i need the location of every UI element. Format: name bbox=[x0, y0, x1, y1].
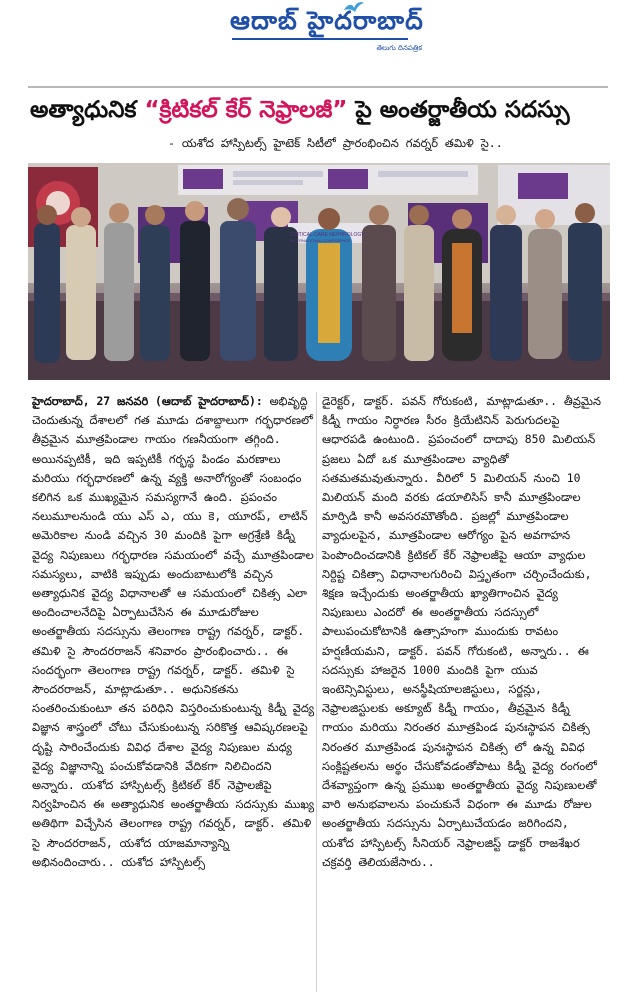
photo-banner-text: CRITICAL CARE NEPHROLOGY bbox=[290, 232, 365, 238]
masthead-underline bbox=[232, 38, 408, 40]
masthead-tagline: తెలుగు దినపత్రిక bbox=[376, 44, 422, 52]
headline-highlight: “క్రిటికల్ కేర్ నెఫ్రాలజీ” bbox=[144, 97, 348, 123]
masthead-title: ఆదాబ్ హైదరాబాద్ bbox=[230, 6, 424, 35]
article-dateline: హైదరాబాద్, 27 జనవరి (ఆదాబ్ హైదరాబాద్): bbox=[32, 394, 263, 408]
article-body-right: డైరెక్టర్, డాక్టర్. పవన్ గోరుకంటి, మాట్లాడుతూ.. తీవ్రమైన కిడ్నీ గాయం నిర్ధారణ సీరం క్రియేటినిన్ పెరుగుదలపై ఆధారపడి ఉంటుంది. ప్రపంచంలో దాదాపు 850 మిలియన్ ప్రజలు ఏదో ఒక మూత్రపిండాల వ్యాధితో సతమతమవుతున్నారు. వీరిలో 5 మిలియన్ నుంచి 10 మిలియన్ మంది వరకు డయాలిసిస్ కానీ మూత్రపిండాల మార్పిడి కానీ అవసరమౌతోంది. ప్రజల్లో మూత్రపిండాల వ్యాధులపైన, మూత్రపిండాల ఆరోగ్యం పైన అవగాహన పెంపొందించడానికి క్రిటికల్ కేర్ నెఫ్రాలజీపై ఆయా వ్యాధుల నిర్దిష్ట చికిత్సా విధానాలగురించి విస్తృతంగా చర్చించేందుకు, శిక్షణ ఇచ్చేందుకు అంతర్జాతీయ ఖ్యాతిగాంచిన వైద్య నిపుణులు ఎందరో ఈ అంతర్జాతీయ సదస్సులో పాలుపంచుకోటానికి ఉత్సాహంగా ముందుకు రావటం హర్షణీయమని, డాక్టర్. పవన్ గోరుకంటి, అన్నారు.. ఈ సదస్సుకు హాజరైన 1000 మందికి పైగా యువ ఇంటెన్సివిస్టులు, అనస్థీషియాలజిస్టులు, సర్జన్లు, నెఫ్రాలజిస్టులకు అక్యూట్ కిడ్నీ గాయం, తీవ్రమైన కిడ్నీ గాయం మరియు నిరంతర మూత్రపిండ పునఃస్థాపన చికిత్స నిరంతర మూత్రపిండ పునఃస్థాపన చికిత్స లో ఉన్న వివిధ సంక్లిష్టతలను అర్థం చేసుకోవడంతోపాటు కిడ్నీ వైద్య రంగంలో దేశవ్యాప్తంగా ఉన్న ప్రముఖ అంతర్జాతీయ వైద్య నిపుణులతో వారి అనుభవాలను పంచుకునే విధంగా ఈ మూడు రోజుల అంతర్జాతీయ సదస్సును ఏర్పాటుచేయడం జరిగిందని, యశోద హాస్పిటల్స్ సీనియర్ నెఫ్రాలజిస్ట్ డాక్టర్ రాజశేఖర చక్రవర్తి తెలియజేసారు.. bbox=[322, 394, 608, 869]
headline-prefix: అత్యాధునిక bbox=[30, 97, 145, 123]
article-body-left: అభివృద్ధి చెందుతున్న దేశాలలో గత మూడు దశాబ్దాలుగా గర్భధారణలో తీవ్రమైన మూత్రపిండాల గాయం గణనీయంగా తగ్గింది. అయినప్పటికీ, ఇది ఇప్పటికీ గర్భస్థ పిండం మరణాలు మరియు గర్భధారణలో ఉన్న వ్యక్తి అనారోగ్యంతో సంబంధం కలిగిన ఒక ముఖ్యమైన సమస్యగానే ఉంది. ప్రపంచం నలుమూలనుండి యు ఎస్ ఎ, యు కె, యూరప్, లాటిన్ అమెరికాల నుండి వచ్చిన 30 మందికి పైగా అగ్రశ్రేణి కిడ్నీ వైద్య నిపుణులు గర్భధారణ సమయంలో వచ్చే మూత్రపిండాల సమస్యలు, వాటికి ఇప్పుడు అందుబాటులోకి వచ్చిన అత్యాధునిక వైద్య విధానాలతో ఆ సమయంలో చికిత్స ఎలా అందించాలనేదిపై ఏర్పాటుచేసిన ఈ మూడురోజుల అంతర్జాతీయ సదస్సును తెలంగాణ రాష్ట్ర గవర్నర్, డాక్టర్. తమిళి సై సౌందరరాజన్ శనివారం ప్రారంభించారు.. ఈ సందర్భంగా తెలంగాణ రాష్ట్ర గవర్నర్, డాక్టర్. తమిళి సై సౌందరరాజన్, మాట్లాడుతూ.. అధునికతను సంతరించుకుంటూ తన పరిధిని విస్తరించుకుంటున్న కిడ్నీ వైద్య విజ్ఞాన శాస్త్రంలో చోటు చేసుకుంటున్న సరికొత్త ఆవిష్కరణలపై దృష్టి సారించేందుకు వివిధ దేశాల వైద్య నిపుణుల మధ్య వైద్య విజ్ఞానాన్ని పంచుకోవడానికి వేదికగా నిలిచిందని అన్నారు. యశోద హాస్పిటల్స్ క్రిటికల్ కేర్ నెఫ్రాలజీపై నిర్వహించిన ఈ అత్యాధునిక అంతర్జాతీయ సదస్సుకు ముఖ్య అతిథిగా విచ్చేసిన తెలంగాణ రాష్ట్ర గవర్నర్, డాక్టర్. తమిళి సై సౌందరరాజన్, యశోద యాజమాన్యాన్ని అభినందించారు.. యశోద హాస్పిటల్స్ bbox=[32, 394, 321, 869]
article-column-left bbox=[32, 392, 321, 992]
photo-banner-subtext: INTERNATIONAL CONFERENCE bbox=[290, 238, 351, 243]
article-photo bbox=[28, 163, 610, 380]
masthead bbox=[0, 0, 631, 62]
article-headline bbox=[30, 92, 605, 128]
article-column-right bbox=[322, 392, 607, 992]
header-rule bbox=[28, 86, 608, 88]
article-subheadline: - యశోద హాస్పిటల్స్ హైటెక్ సిటీలో ప్రారంభించిన గవర్నర్ తమిళి సై.. bbox=[168, 136, 503, 150]
headline-suffix: పై అంతర్జాతీయ సదస్సు bbox=[347, 97, 570, 123]
